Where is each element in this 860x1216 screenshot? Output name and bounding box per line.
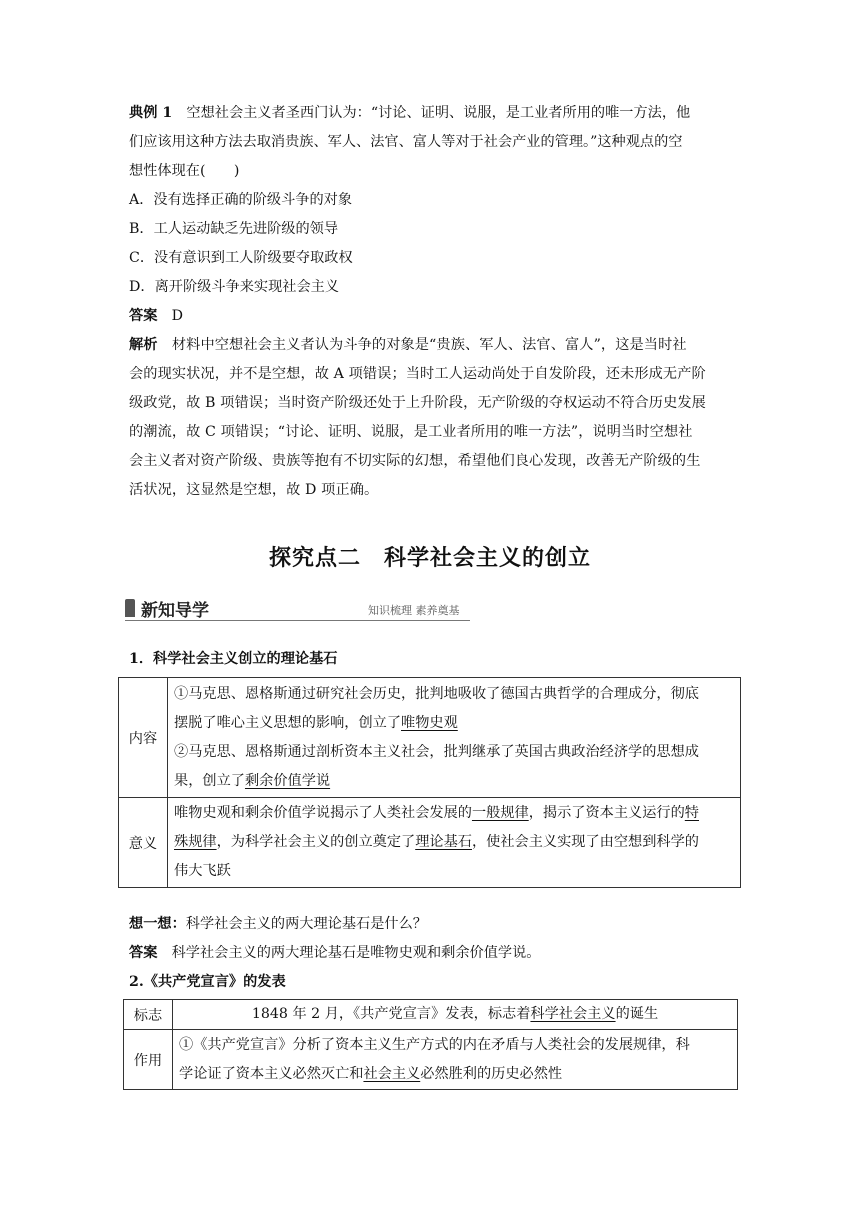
- meaning-line-1: [174, 799, 734, 828]
- manifesto-table: [123, 999, 738, 1090]
- role-line-1: ①《共产党宣言》分析了资本主义生产方式的内在矛盾与人类社会的发展规律，科: [179, 1036, 690, 1053]
- meaning-text: ，使社会主义实现了由空想到科学的: [471, 834, 699, 850]
- example-label: 典例 1: [129, 105, 173, 121]
- sign-text: 1848 年 2 月，《共产党宣言》发表，标志着: [251, 1006, 531, 1022]
- meaning-text: ，揭示了资本主义运行的: [528, 805, 685, 821]
- meaning-text: 唯物史观和剩余价值学说揭示了人类社会发展的: [174, 805, 472, 821]
- example-stem-line-3: 想性体现在( ): [129, 163, 240, 179]
- meaning-cell: [168, 798, 741, 888]
- analysis-line-1: [129, 331, 741, 360]
- table-row-meaning: [119, 798, 741, 888]
- meaning-header: 意义: [119, 798, 168, 888]
- option-d: D．离开阶级斗争来实现社会主义: [129, 279, 340, 295]
- example-stem-text: 空想社会主义者圣西门认为：“讨论、证明、说服，是工业者所用的唯一方法，他: [186, 105, 691, 121]
- content-line-2: [174, 709, 734, 738]
- banner-divider: [125, 620, 470, 621]
- analysis-label: 解析: [129, 337, 158, 353]
- banner-subtitle: 知识梳理 素养奠基: [368, 604, 460, 617]
- sign-text: 的诞生: [615, 1006, 659, 1022]
- meaning-text: ，为科学社会主义的创立奠定了: [216, 834, 416, 850]
- think-answer-label: 答案: [129, 945, 158, 961]
- analysis-line-6: 活状况，这显然是空想，故 D 项正确。: [129, 482, 379, 498]
- option-c: C．没有意识到工人阶级要夺取政权: [129, 250, 353, 266]
- role-header: 作用: [124, 1030, 173, 1090]
- keyword-general-law: 一般规律: [471, 805, 529, 821]
- analysis-line-3: 级政党，故 B 项错误；当时资产阶级还处于上升阶段，无产阶级的夺权运动不符合历史发展: [129, 395, 706, 411]
- content-line-3: ②马克思、恩格斯通过剖析资本主义社会，批判继承了英国古典政治经济学的思想成: [174, 743, 699, 760]
- keyword-special-law-a: 特: [684, 805, 699, 821]
- section-banner: [125, 596, 470, 622]
- example-stem-line-2: 们应该用这种方法去取消贵族、军人、法官、富人等对于社会产业的管理。”这种观点的空: [129, 134, 683, 150]
- answer-value: D: [171, 308, 183, 324]
- content-line-4: [174, 767, 734, 796]
- think-label: 想一想：: [129, 916, 186, 932]
- analysis-line-2: 会的现实状况，并不是空想，故 A 项错误；当时工人运动尚处于自发阶段，还未形成无产阶: [129, 366, 706, 382]
- table-row-content: [119, 678, 741, 798]
- content-header: 内容: [119, 678, 168, 798]
- sign-cell: [173, 1000, 738, 1030]
- think-block: [129, 910, 741, 997]
- analysis-text: 材料中空想社会主义者认为斗争的对象是“贵族、军人、法官、富人”，这是当时社: [171, 337, 687, 353]
- answer-line: [129, 302, 741, 331]
- think-answer-text: 科学社会主义的两大理论基石是唯物史观和剩余价值学说。: [171, 945, 541, 961]
- part2-heading: 2.《共产党宣言》的发表: [129, 974, 286, 990]
- keyword-socialism: 社会主义: [363, 1065, 421, 1082]
- keyword-surplus-value: 剩余价值学说: [244, 772, 331, 789]
- content-line-1: ①马克思、恩格斯通过研究社会历史，批判地吸收了德国古典哲学的合理成分，彻底: [174, 685, 699, 702]
- part1-heading: 1．科学社会主义创立的理论基石: [129, 651, 338, 667]
- role-text: 必然胜利的历史必然性: [420, 1065, 563, 1082]
- answer-label: 答案: [129, 308, 158, 324]
- meaning-line-2: [174, 828, 734, 857]
- think-question-text: 科学社会主义的两大理论基石是什么？: [185, 916, 427, 932]
- sign-line: [179, 1000, 731, 1029]
- keyword-historical-materialism: 唯物史观: [401, 714, 458, 731]
- keyword-scientific-socialism: 科学社会主义: [530, 1006, 616, 1022]
- table-row-role: [124, 1030, 738, 1090]
- think-answer: [129, 939, 741, 968]
- content-text: 果，创立了: [174, 772, 245, 789]
- role-line-2: [179, 1060, 731, 1089]
- table-row-sign: [124, 1000, 738, 1030]
- keyword-special-law-b: 殊规律: [174, 834, 217, 850]
- option-a: A．没有选择正确的阶级斗争的对象: [129, 192, 353, 208]
- keyword-theoretical-cornerstone: 理论基石: [415, 834, 472, 850]
- content-text: 摆脱了唯心主义思想的影响，创立了: [174, 714, 402, 731]
- option-b: B．工人运动缺乏先进阶级的领导: [129, 221, 339, 237]
- section-title: 探究点二 科学社会主义的创立: [268, 545, 591, 571]
- banner-tag: [125, 596, 245, 620]
- role-cell: [173, 1030, 738, 1090]
- think-question: [129, 910, 741, 939]
- banner-bar-icon: [125, 599, 135, 617]
- foundation-table: [118, 677, 741, 888]
- example-stem-line-1: [129, 99, 741, 128]
- role-text: 学论证了资本主义必然灭亡和: [179, 1065, 364, 1082]
- banner-label: 新知导学: [141, 600, 209, 621]
- meaning-line-3: 伟大飞跃: [174, 863, 231, 879]
- example-question: [129, 99, 741, 505]
- analysis-line-5: 会主义者对资产阶级、贵族等抱有不切实际的幻想，希望他们良心发现，改善无产阶级的生: [129, 453, 701, 469]
- sign-header: 标志: [124, 1000, 173, 1030]
- analysis-line-4: 的潮流，故 C 项错误；“讨论、证明、说服，是工业者所用的唯一方法”，说明当时空想社: [129, 424, 693, 440]
- content-cell: [168, 678, 741, 798]
